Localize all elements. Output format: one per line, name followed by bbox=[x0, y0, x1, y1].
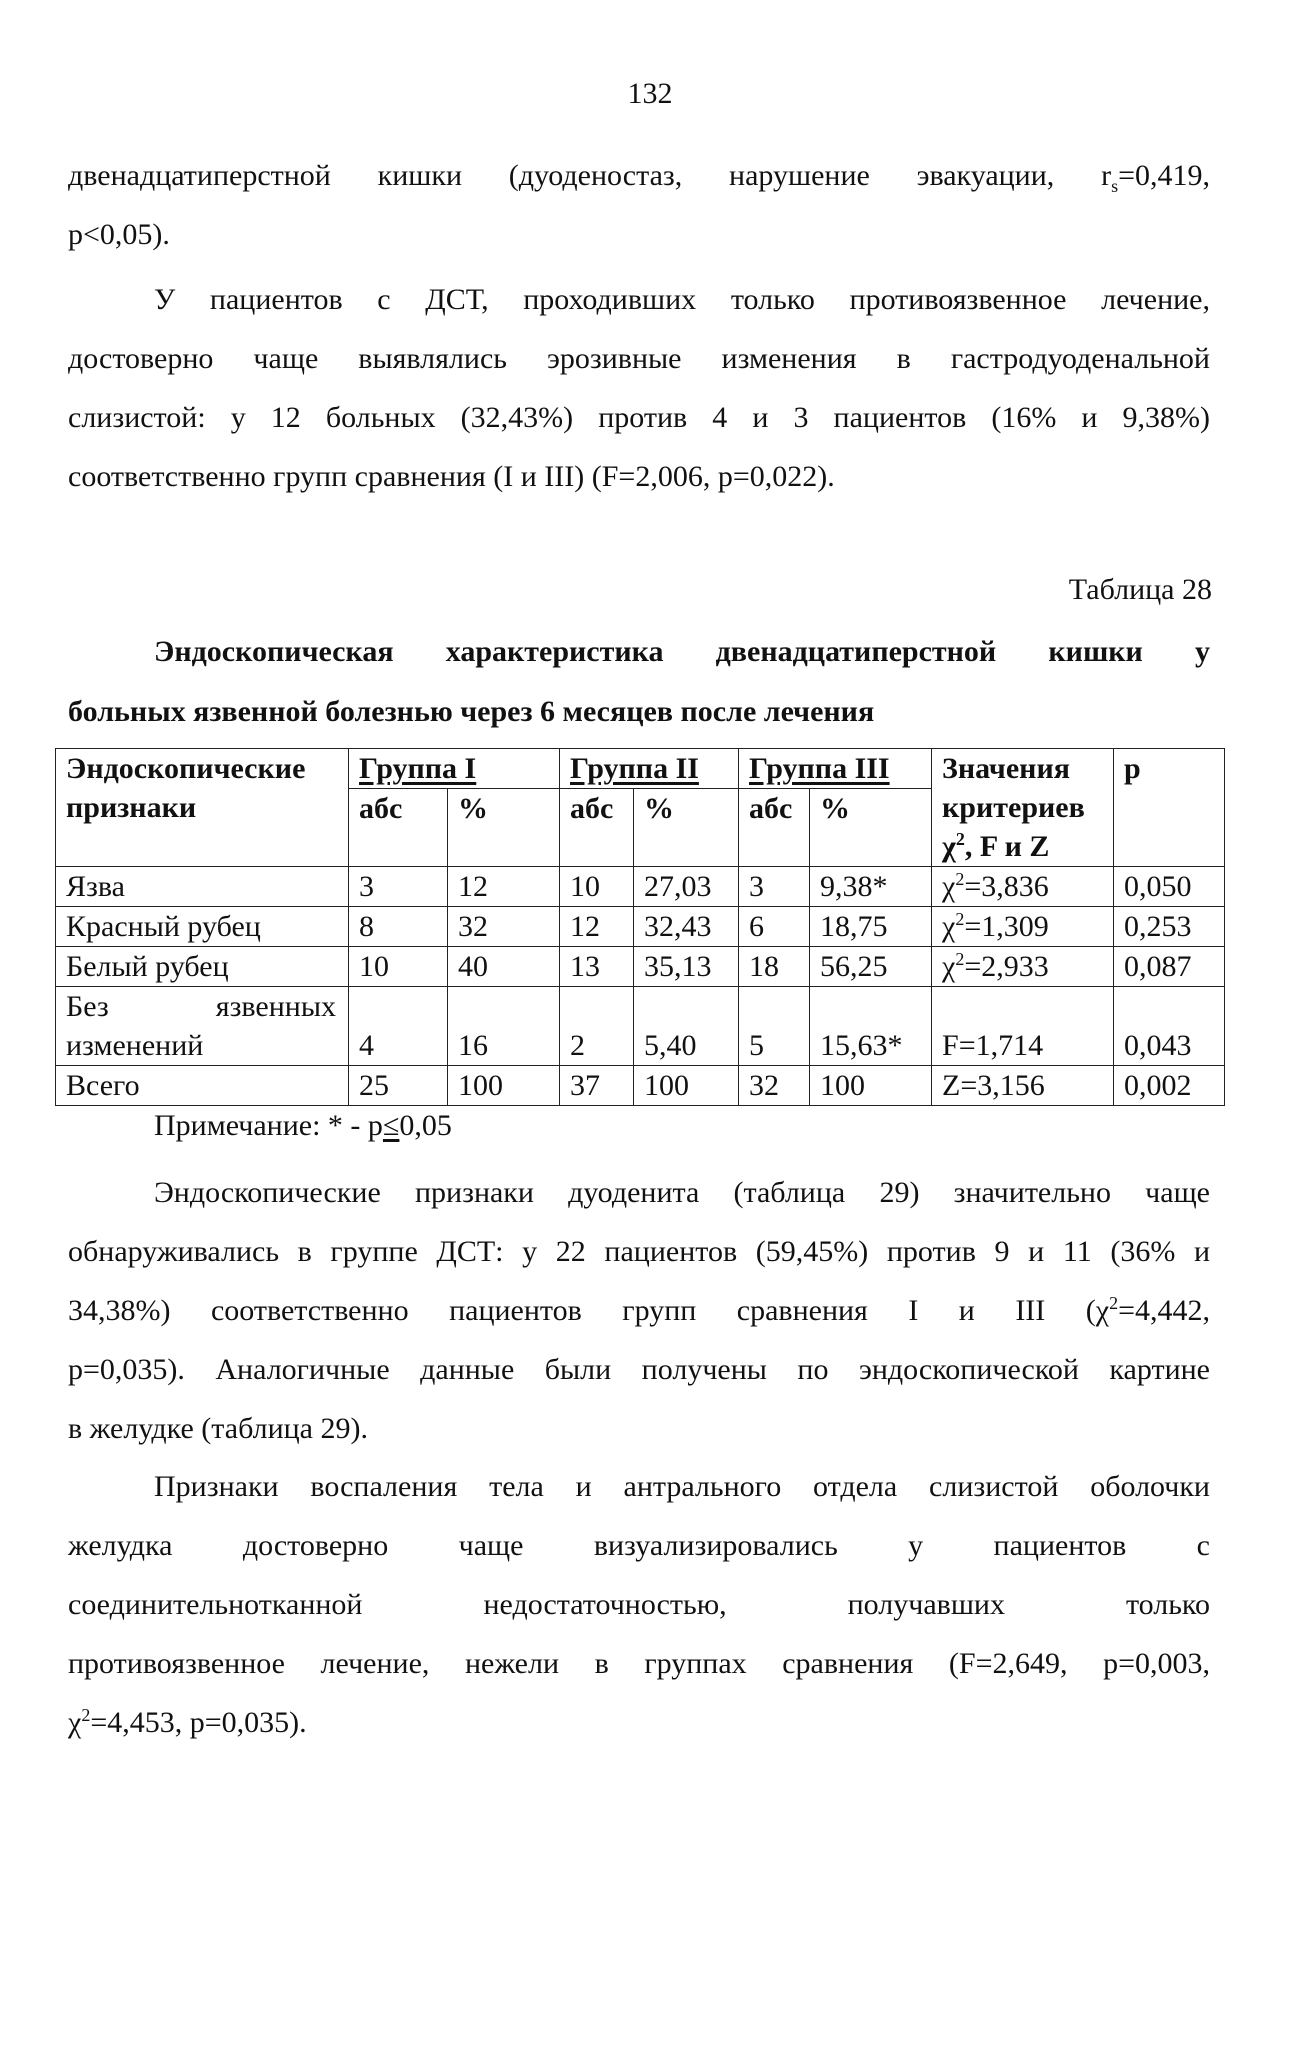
row-g3-abs: 18 bbox=[739, 947, 810, 987]
row-g1-pct: 16 bbox=[448, 987, 560, 1066]
row-p: 0,043 bbox=[1114, 987, 1225, 1066]
row-sign: Всего bbox=[56, 1066, 349, 1106]
header-signs-cell: Эндоскопические признаки bbox=[56, 749, 349, 867]
paragraph-2 bbox=[68, 270, 1210, 506]
row-sign: Белый рубец bbox=[56, 947, 349, 987]
paragraph-3-line-3: 34,38%) соответственно пациентов групп сравнения I и III ($\chi^2=4,442$, bbox=[68, 1293, 1210, 1327]
row-g3-pct: 9,38* bbox=[810, 867, 932, 907]
row-g1-abs: 10 bbox=[349, 947, 448, 987]
header-g2-pct: % bbox=[634, 789, 739, 867]
row-g1-abs: 4 bbox=[349, 987, 448, 1066]
paragraph-2-line-3: слизистой: у 12 больных (32,43%) против 4 и 3 пациентов (16% и 9,38%) bbox=[68, 401, 1210, 434]
table-note: Примечание: * - p≤0,05 bbox=[154, 1109, 452, 1142]
table-title bbox=[68, 622, 1210, 742]
row-g1-pct: 100 bbox=[448, 1066, 560, 1106]
header-g3-abs: абс bbox=[739, 789, 810, 867]
page-number: 132 bbox=[627, 77, 673, 110]
endoscopy-table bbox=[55, 748, 1225, 1106]
row-criterion: $\chi^2=3,836$ bbox=[932, 867, 1114, 907]
paragraph-4-line-1: Признаки воспаления тела и антрального отдела слизистой оболочки bbox=[154, 1470, 1210, 1503]
paragraph-2-line-2: достоверно чаще выявлялись эрозивные изменения в гастродуоденальной bbox=[68, 342, 1210, 375]
row-g3-abs: 3 bbox=[739, 867, 810, 907]
row-criterion: $\chi^2=1,309$ bbox=[932, 907, 1114, 947]
row-g2-pct: 32,43 bbox=[634, 907, 739, 947]
paragraph-4-line-5: $\chi^2=4,453$, p=0,035). bbox=[68, 1705, 307, 1739]
header-criteria-cell: Значения критериев $\chi^2$, F и Z bbox=[932, 749, 1114, 867]
row-g2-pct: 100 bbox=[634, 1066, 739, 1106]
row-g2-abs: 2 bbox=[560, 987, 634, 1066]
header-group-3: Группа III bbox=[739, 749, 932, 789]
row-criterion: $\chi^2=2,933$ bbox=[932, 947, 1114, 987]
paragraph-3-line-5: в желудке (таблица 29). bbox=[68, 1412, 368, 1445]
paragraph-1 bbox=[68, 146, 1210, 264]
paragraph-3-line-1: Эндоскопические признаки дуоденита (таблица 29) значительно чаще bbox=[154, 1176, 1210, 1209]
row-g3-abs: 32 bbox=[739, 1066, 810, 1106]
row-g2-pct: 35,13 bbox=[634, 947, 739, 987]
row-g1-abs: 3 bbox=[349, 867, 448, 907]
header-g2-abs: абс bbox=[560, 789, 634, 867]
header-group-2: Группа II bbox=[560, 749, 739, 789]
row-g1-pct: 12 bbox=[448, 867, 560, 907]
table-row bbox=[56, 867, 1225, 907]
paragraph-2-line-4: соответственно групп сравнения (I и III) (F=2,006, p=0,022). bbox=[68, 460, 835, 493]
row-p: 0,087 bbox=[1114, 947, 1225, 987]
row-g1-pct: 40 bbox=[448, 947, 560, 987]
row-criterion: Z=3,156 bbox=[932, 1066, 1114, 1106]
paragraph-3-line-2: обнаруживались в группе ДСТ: у 22 пациентов (59,45%) против 9 и 11 (36% и bbox=[68, 1235, 1210, 1268]
table-row bbox=[56, 987, 1225, 1066]
row-g2-pct: 27,03 bbox=[634, 867, 739, 907]
paragraph-3-line-4: p=0,035). Аналогичные данные были получены по эндоскопической картине bbox=[68, 1353, 1210, 1386]
row-g3-pct: 56,25 bbox=[810, 947, 932, 987]
paragraph-1-line-2: p<0,05). bbox=[68, 218, 170, 251]
row-g2-abs: 13 bbox=[560, 947, 634, 987]
row-g3-pct: 15,63* bbox=[810, 987, 932, 1066]
row-g2-abs: 12 bbox=[560, 907, 634, 947]
row-g1-pct: 32 bbox=[448, 907, 560, 947]
row-sign: Красный рубец bbox=[56, 907, 349, 947]
paragraph-3 bbox=[68, 1163, 1210, 1458]
row-g3-pct: 100 bbox=[810, 1066, 932, 1106]
table-title-line-1: Эндоскопическая характеристика двенадцатиперстной кишки у bbox=[154, 635, 1210, 668]
row-g1-abs: 8 bbox=[349, 907, 448, 947]
paragraph-2-line-1: У пациентов с ДСТ, проходивших только противоязвенное лечение, bbox=[154, 283, 1210, 316]
row-sign: Язва bbox=[56, 867, 349, 907]
table-label: Таблица 28 bbox=[1068, 573, 1212, 606]
row-g2-abs: 37 bbox=[560, 1066, 634, 1106]
row-p: 0,002 bbox=[1114, 1066, 1225, 1106]
row-g1-abs: 25 bbox=[349, 1066, 448, 1106]
table-title-line-2: больных язвенной болезнью через 6 месяцев после лечения bbox=[68, 695, 875, 728]
row-criterion: F=1,714 bbox=[932, 987, 1114, 1066]
row-sign: Без язвенных изменений bbox=[56, 987, 349, 1066]
row-p: 0,253 bbox=[1114, 907, 1225, 947]
paragraph-1-line-1: двенадцатиперстной кишки (дуоденостаз, нарушение эвакуации, $r_s=0,419$, bbox=[68, 159, 1210, 196]
header-group-1: Группа I bbox=[349, 749, 560, 789]
paragraph-4-line-4: противоязвенное лечение, нежели в группах сравнения (F=2,649, p=0,003, bbox=[68, 1647, 1210, 1680]
row-g3-pct: 18,75 bbox=[810, 907, 932, 947]
row-g2-pct: 5,40 bbox=[634, 987, 739, 1066]
table-row bbox=[56, 1066, 1225, 1106]
table-row bbox=[56, 907, 1225, 947]
row-g3-abs: 6 bbox=[739, 907, 810, 947]
table-row bbox=[56, 947, 1225, 987]
paragraph-4 bbox=[68, 1457, 1210, 1752]
paragraph-4-line-3: соединительнотканной недостаточностью, получавших только bbox=[68, 1588, 1210, 1621]
row-p: 0,050 bbox=[1114, 867, 1225, 907]
table-header-row bbox=[56, 749, 1225, 789]
header-g1-pct: % bbox=[448, 789, 560, 867]
header-g3-pct: % bbox=[810, 789, 932, 867]
header-g1-abs: абс bbox=[349, 789, 448, 867]
paragraph-4-line-2: желудка достоверно чаще визуализировались у пациентов с bbox=[68, 1529, 1210, 1562]
row-g2-abs: 10 bbox=[560, 867, 634, 907]
row-g3-abs: 5 bbox=[739, 987, 810, 1066]
header-p-cell: p bbox=[1114, 749, 1225, 867]
